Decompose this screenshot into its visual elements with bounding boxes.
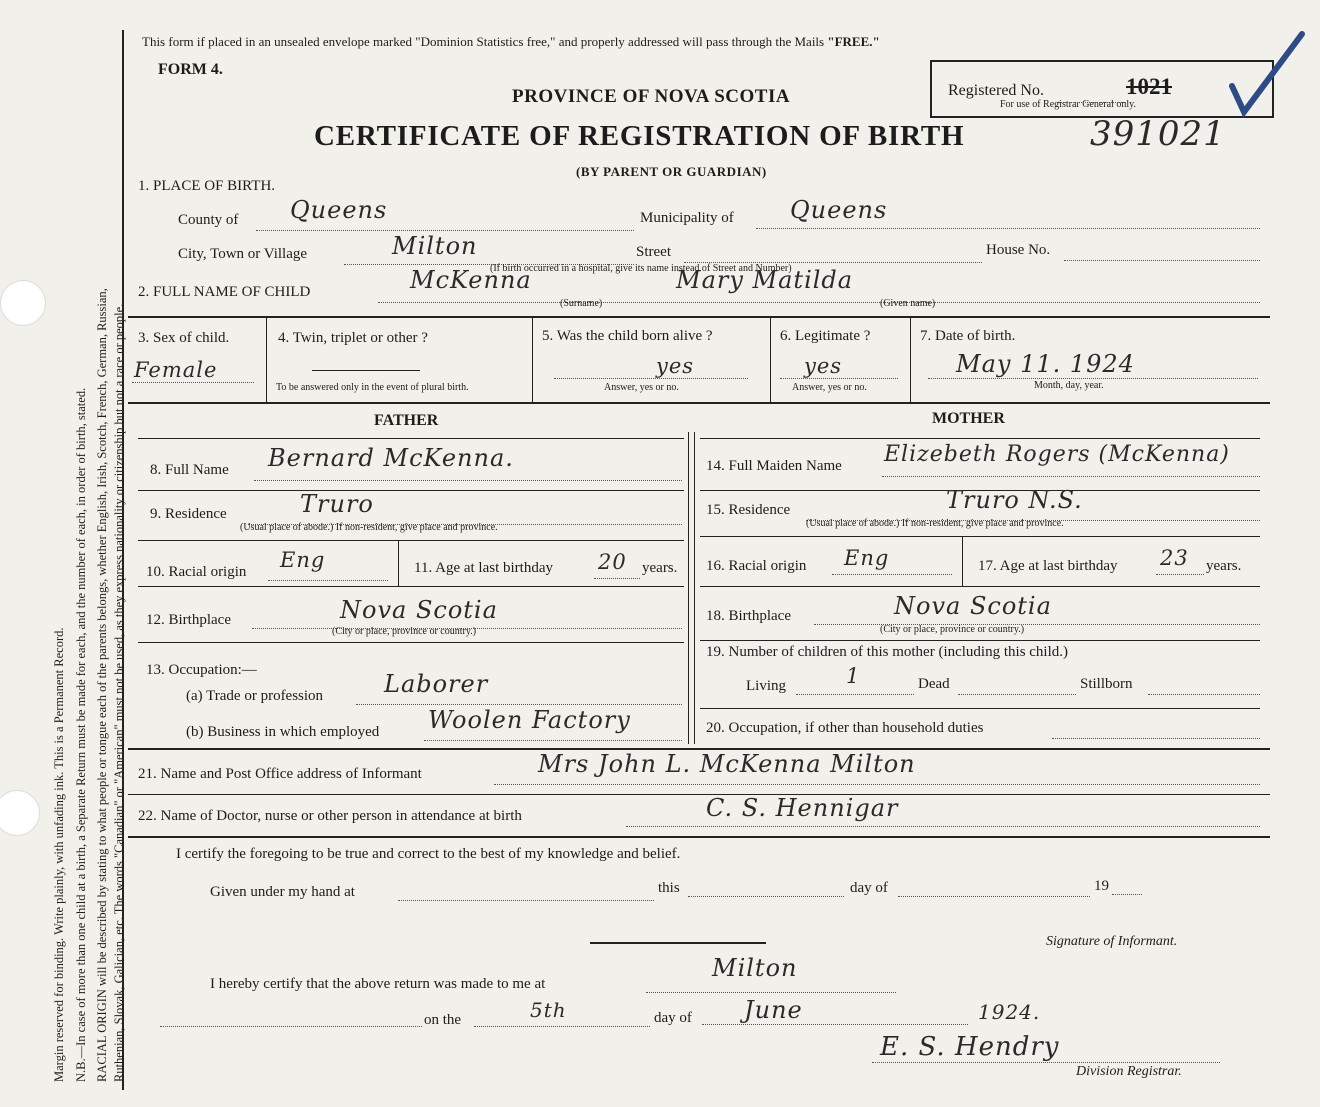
father-residence-value: Truro: [300, 490, 374, 518]
registrar-signature: E. S. Hendry: [880, 1032, 1060, 1062]
margin-note-2: N.B.—In case of more than one child at a birth, a Separate Return must be made for each, and the number of each, in order of birth, stated.: [74, 387, 88, 1082]
registered-label: Registered No.: [948, 82, 1044, 99]
return-month-value: June: [744, 996, 803, 1024]
dob-label: 7. Date of birth.: [920, 328, 1016, 344]
hospital-note: (If birth occurred in a hospital, give its name instead of Street and Number): [490, 263, 792, 274]
form-number: FORM 4.: [158, 61, 223, 78]
father-business-value: Woolen Factory: [428, 706, 631, 734]
mother-residence-label: 15. Residence: [706, 502, 791, 518]
registrar-label: Division Registrar.: [1076, 1064, 1182, 1079]
father-birthplace-value: Nova Scotia: [340, 596, 498, 624]
place-heading: 1. PLACE OF BIRTH.: [138, 178, 276, 194]
mother-dead-label: Dead: [918, 676, 950, 692]
born-alive-value: yes: [656, 354, 695, 378]
mother-birthplace-value: Nova Scotia: [894, 592, 1052, 620]
father-age-value: 20: [598, 550, 627, 574]
dob-note: Month, day, year.: [1034, 380, 1104, 391]
father-racial-value: Eng: [280, 548, 326, 572]
father-age-label: 11. Age at last birthday: [414, 560, 553, 576]
informant-value: Mrs John L. McKenna Milton: [538, 750, 916, 778]
mother-birthplace-note: (City or place, province or country.): [880, 624, 1025, 635]
day-of-label: day of: [850, 880, 888, 896]
informant-label: 21. Name and Post Office address of Informant: [138, 766, 422, 782]
legitimate-note: Answer, yes or no.: [792, 382, 867, 393]
legitimate-value: yes: [804, 354, 843, 378]
father-birthplace-note: (City or place, province or country.): [332, 626, 477, 637]
margin-note-1: Margin reserved for binding. Write plainly, with unfading ink. This is a Permanent Record.: [52, 627, 66, 1082]
on-the-label: on the: [424, 1012, 462, 1028]
legitimate-label: 6. Legitimate ?: [780, 328, 871, 344]
mother-heading: MOTHER: [932, 410, 1005, 427]
mother-living-value: 1: [846, 664, 861, 688]
mother-racial-value: Eng: [844, 546, 890, 570]
given-under-label: Given under my hand at: [210, 884, 355, 900]
day-of-2-label: day of: [654, 1010, 692, 1026]
this-label: this: [658, 880, 680, 896]
mother-residence-value: Truro N.S.: [946, 486, 1083, 514]
twin-note: To be answered only in the event of plural birth.: [276, 382, 469, 393]
mother-occupation-label: 20. Occupation, if other than household duties: [706, 720, 984, 736]
binding-margin: [4, 20, 126, 1090]
child-given-name: Mary Matilda: [676, 266, 854, 294]
county-label: County of: [178, 212, 239, 228]
house-label: House No.: [986, 242, 1051, 258]
handwritten-registration-number: 391021: [1090, 114, 1226, 154]
registered-number: 1021: [1126, 74, 1172, 99]
father-trade-value: Laborer: [384, 670, 489, 698]
child-surname: McKenna: [410, 266, 532, 294]
page-title: CERTIFICATE OF REGISTRATION OF BIRTH: [314, 120, 965, 152]
mother-name-value: Elizebeth Rogers (McKenna): [884, 442, 1230, 467]
twin-label: 4. Twin, triplet or other ?: [278, 330, 428, 346]
punch-hole-top: [0, 280, 46, 326]
father-residence-note: (Usual place of abode.) If non-resident, give place and province.: [240, 522, 498, 533]
mother-residence-note: (Usual place of abode.) If non-resident, give place and province.: [806, 518, 1064, 529]
year-label: 19: [1094, 878, 1109, 894]
father-occupation-label: 13. Occupation:—: [146, 662, 257, 678]
born-alive-note: Answer, yes or no.: [604, 382, 679, 393]
sex-label: 3. Sex of child.: [138, 330, 230, 346]
father-name-value: Bernard McKenna.: [268, 444, 514, 472]
mother-name-label: 14. Full Maiden Name: [706, 458, 842, 474]
doctor-label: 22. Name of Doctor, nurse or other person in attendance at birth: [138, 808, 522, 824]
city-label: City, Town or Village: [178, 246, 308, 262]
mother-years-label: years.: [1206, 558, 1242, 574]
informant-signature-label: Signature of Informant.: [1046, 934, 1178, 949]
municipality-value: Queens: [790, 196, 888, 224]
return-place-value: Milton: [712, 954, 798, 982]
province-title: PROVINCE OF NOVA SCOTIA: [512, 86, 791, 107]
postal-notice: This form if placed in an unsealed envelope marked "Dominion Statistics free," and properly addressed will pass through the Mails "FREE.": [142, 34, 880, 49]
father-heading: FATHER: [374, 412, 439, 429]
certify-statement: I certify the foregoing to be true and correct to the best of my knowledge and belief.: [176, 846, 681, 862]
registrar-note: For use of Registrar General only.: [1000, 99, 1136, 110]
father-birthplace-label: 12. Birthplace: [146, 612, 231, 628]
dob-value: May 11. 1924: [956, 350, 1135, 378]
registered-box: [930, 60, 1274, 118]
father-racial-label: 10. Racial origin: [146, 564, 247, 580]
doctor-value: C. S. Hennigar: [706, 794, 899, 822]
return-label: I hereby certify that the above return was made to me at: [210, 976, 546, 992]
mother-age-value: 23: [1160, 546, 1189, 570]
mother-birthplace-label: 18. Birthplace: [706, 608, 791, 624]
margin-note-3: RACIAL ORIGIN will be described by stating to what people or tongue each of the parents belongs, whether English, Irish, Scotch, French, German, Russian,: [95, 288, 109, 1082]
given-name-note: (Given name): [880, 298, 936, 309]
father-trade-label: (a) Trade or profession: [186, 688, 324, 704]
page-subtitle: (BY PARENT OR GUARDIAN): [576, 164, 767, 179]
child-name-label: 2. FULL NAME OF CHILD: [138, 284, 311, 300]
mother-living-label: Living: [746, 678, 786, 694]
street-label: Street: [636, 244, 671, 260]
return-year-value: 1924.: [978, 1000, 1041, 1024]
father-years-label: years.: [642, 560, 678, 576]
father-residence-label: 9. Residence: [150, 506, 227, 522]
father-business-label: (b) Business in which employed: [186, 724, 380, 740]
city-value: Milton: [392, 232, 478, 260]
father-name-label: 8. Full Name: [150, 462, 229, 478]
mother-children-label: 19. Number of children of this mother (including this child.): [706, 644, 1069, 660]
county-value: Queens: [290, 196, 388, 224]
surname-note: (Surname): [560, 298, 603, 309]
return-day-value: 5th: [530, 998, 567, 1022]
municipality-label: Municipality of: [640, 210, 734, 226]
mother-stillborn-label: Stillborn: [1080, 676, 1133, 692]
mother-racial-label: 16. Racial origin: [706, 558, 807, 574]
check-mark-icon: [1226, 28, 1306, 118]
margin-note-4: Ruthenian, Slovak, Galician, etc. The words "Canadian" or "American" must not be used, as they express nationality or citizenship but not a race or people.: [112, 303, 126, 1082]
mother-age-label: 17. Age at last birthday: [978, 558, 1118, 574]
sex-value: Female: [134, 358, 218, 382]
born-alive-label: 5. Was the child born alive ?: [542, 328, 713, 344]
margin-rule: [122, 30, 124, 1090]
